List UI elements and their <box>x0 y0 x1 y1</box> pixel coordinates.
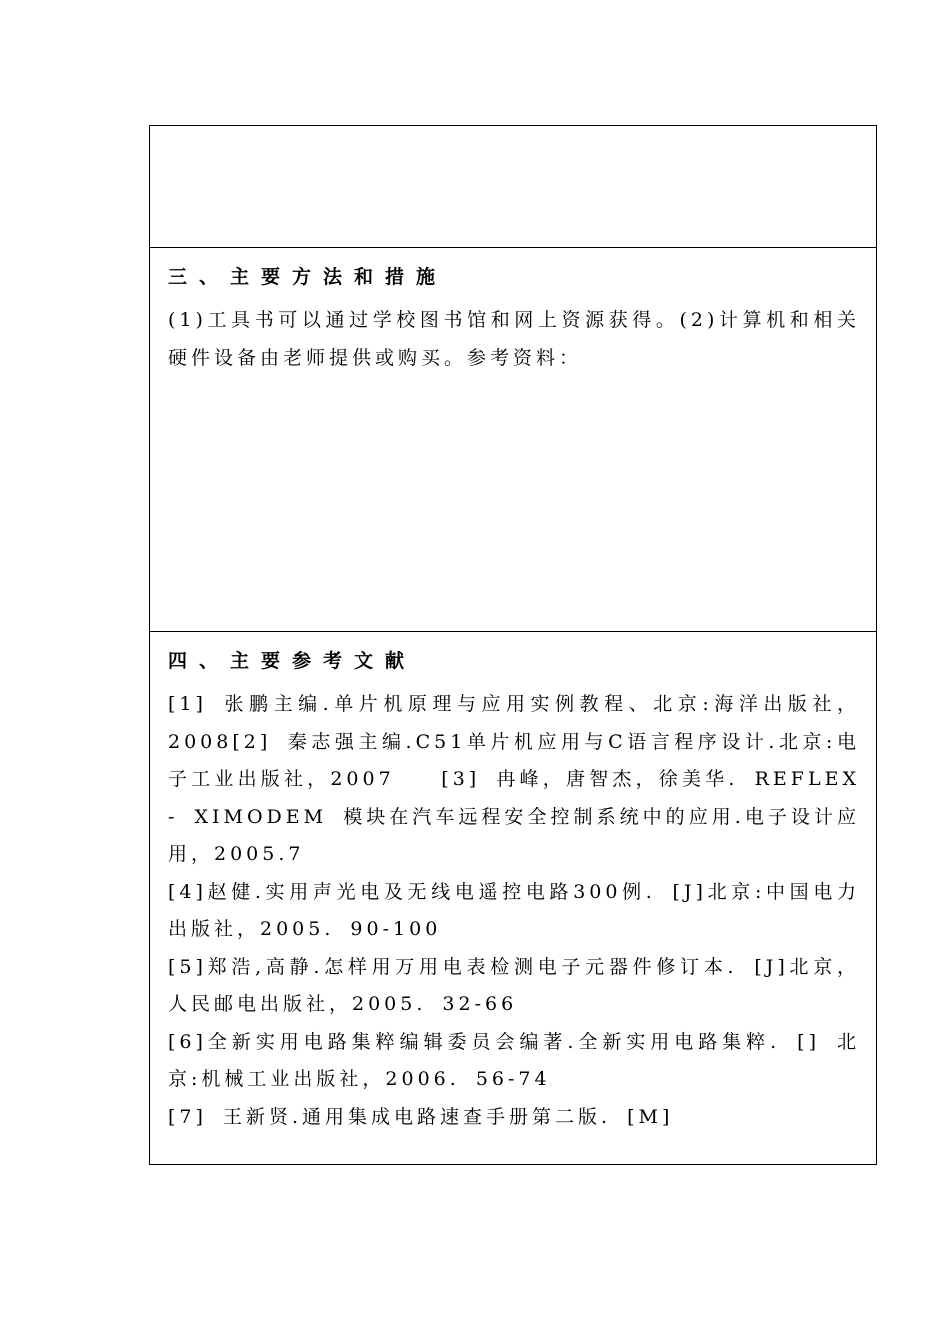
references-list <box>168 686 860 1136</box>
reference-item: [6]全新实用电路集粹编辑委员会编著.全新实用电路集粹. [] 北京:机械工业出版社，2006. 56-74 <box>168 1030 860 1090</box>
methods-heading: 三、主要方法和措施 <box>168 266 448 288</box>
references-heading: 四、主要参考文献 <box>168 650 417 672</box>
reference-item: [5]郑浩,高静.怎样用万用电表检测电子元器件修订本. [J]北京，人民邮电出版社，2005. 32-66 <box>168 955 860 1015</box>
reference-item: [7] 王新贤.通用集成电路速查手册第二版. [M] <box>168 1105 674 1128</box>
reference-item: [4]赵健.实用声光电及无线电遥控电路300例. [J]北京:中国电力出版社，2005. 90-100 <box>168 880 860 940</box>
methods-cell <box>150 248 876 632</box>
proposal-form-table <box>149 125 877 1165</box>
blank-cell <box>150 126 876 248</box>
reference-item: [1] 张鹏主编.单片机原理与应用实例教程、北京:海洋出版社，2008[2] 秦志强主编.C51单片机应用与C语言程序设计.北京:电子工业出版社，2007 [3] 冉峰，唐智杰，徐美华. REFLEX - XIMODEM 模块在汽车远程安全控制系统中的应用.电子设计应用，2005.7 <box>168 693 860 865</box>
methods-text: (1)工具书可以通过学校图书馆和网上资源获得。(2)计算机和相关硬件设备由老师提供或购买。参考资料： <box>168 309 860 369</box>
references-cell <box>150 632 876 1164</box>
